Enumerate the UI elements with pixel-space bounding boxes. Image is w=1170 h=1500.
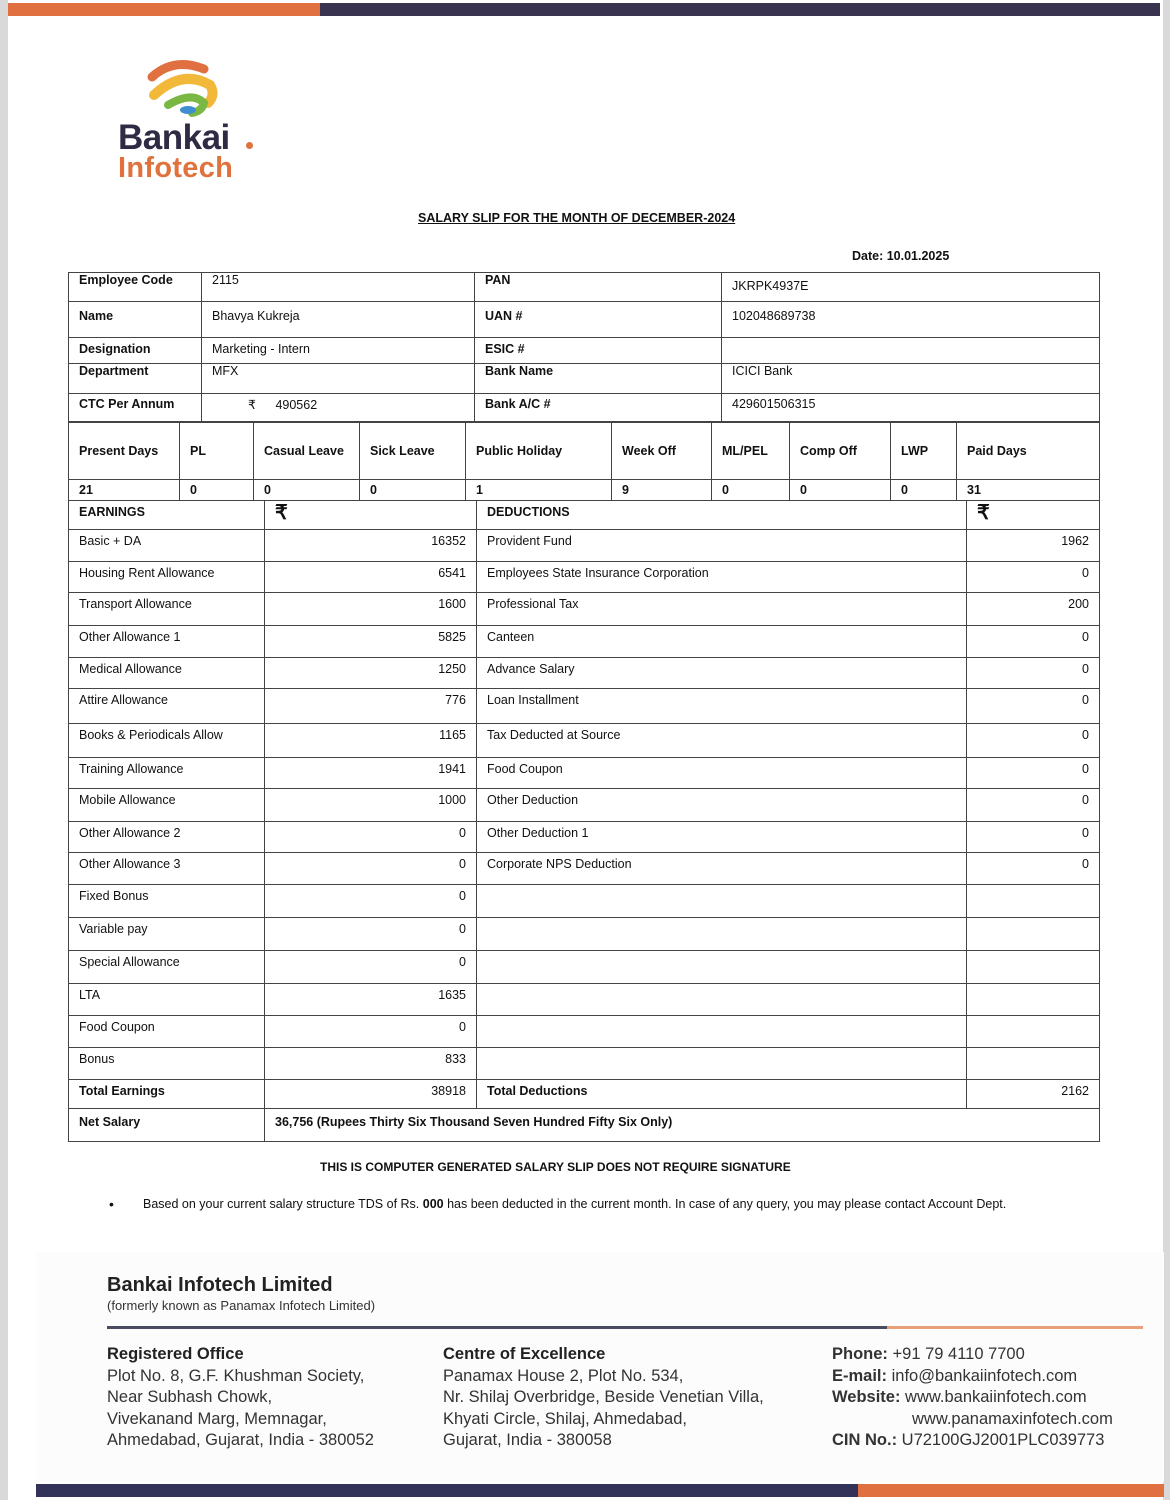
total-deductions-label: Total Deductions (477, 1080, 967, 1109)
phone-value: +91 79 4110 7700 (887, 1345, 1025, 1363)
bank-ac-label: Bank A/C # (475, 394, 722, 423)
att-value-public-holiday: 1 (466, 480, 612, 501)
signature-note: THIS IS COMPUTER GENERATED SALARY SLIP DOES NOT REQUIRE SIGNATURE (320, 1160, 791, 1174)
email-label: E-mail: (832, 1366, 888, 1385)
earning-name: Basic + DA (69, 530, 265, 562)
earning-name: Special Allowance (69, 951, 265, 984)
footer-company-name: Bankai Infotech Limited (107, 1274, 333, 1296)
email-link[interactable]: info@bankaiinfotech.com (887, 1366, 1078, 1385)
name-value: Bhavya Kukreja (202, 302, 475, 338)
earning-name: Medical Allowance (69, 658, 265, 689)
bullet-icon: • (109, 1196, 114, 1212)
att-header-ml-pel: ML/PEL (712, 422, 790, 480)
footer-divider-navy (107, 1326, 887, 1329)
centre-of-excellence (443, 1344, 764, 1452)
coe-line: Panamax House 2, Plot No. 534, (443, 1366, 684, 1385)
att-header-pl: PL (180, 422, 254, 480)
brand-name-bankai: Bankai (118, 118, 230, 157)
att-value-casual-leave: 0 (254, 480, 360, 501)
earnings-header: EARNINGS (69, 501, 265, 530)
tds-note-text-end: has been deducted in the current month. In case of any query, you may please contact Account Dept. (443, 1197, 1007, 1211)
bottom-accent-bar-orange (858, 1484, 1164, 1497)
earning-amount: 0 (265, 951, 477, 984)
ctc-label: CTC Per Annum (69, 394, 202, 423)
website-row-2 (832, 1409, 1113, 1431)
pay-row (69, 984, 1100, 1016)
earning-amount: 0 (265, 822, 477, 853)
designation-label: Designation (69, 338, 202, 364)
deduction-name (477, 984, 967, 1016)
cin-row (832, 1430, 1113, 1452)
department-value: MFX (202, 364, 475, 394)
deduction-amount: 1962 (967, 530, 1100, 562)
pay-rows (69, 530, 1100, 1080)
deduction-name: Professional Tax (477, 593, 967, 626)
uan-value: 102048689738 (722, 302, 1100, 338)
earning-amount: 1165 (265, 724, 477, 758)
pay-row (69, 689, 1100, 724)
pay-row (69, 789, 1100, 822)
earning-amount: 1600 (265, 593, 477, 626)
deduction-amount: 0 (967, 853, 1100, 885)
att-value-week-off: 9 (612, 480, 712, 501)
top-accent-bar-orange (8, 3, 320, 16)
pay-row (69, 724, 1100, 758)
att-header-present-days: Present Days (69, 422, 180, 480)
designation-value: Marketing - Intern (202, 338, 475, 364)
coe-line: Nr. Shilaj Overbridge, Beside Venetian Villa, (443, 1388, 764, 1406)
rupee-icon: ₹ (275, 502, 288, 524)
cin-label: CIN No.: (832, 1431, 898, 1449)
deduction-name: Employees State Insurance Corporation (477, 562, 967, 593)
tds-note-text: Based on your current salary structure TDS of Rs. (143, 1197, 423, 1211)
phone-label: Phone: (832, 1345, 888, 1363)
email-row (832, 1366, 1113, 1388)
website-link-bankai[interactable]: www.bankaiinfotech.com (900, 1388, 1087, 1406)
footer-divider-orange (887, 1326, 1143, 1329)
earning-amount: 1635 (265, 984, 477, 1016)
earning-amount: 1250 (265, 658, 477, 689)
bank-name-label: Bank Name (475, 364, 722, 394)
deductions-currency-cell (967, 501, 1100, 530)
total-earnings-label: Total Earnings (69, 1080, 265, 1109)
pay-row (69, 530, 1100, 562)
footer-formerly: (formerly known as Panamax Infotech Limited) (107, 1298, 376, 1313)
earning-name: Other Allowance 3 (69, 853, 265, 885)
earning-name: LTA (69, 984, 265, 1016)
deduction-name: Canteen (477, 626, 967, 658)
deductions-header: DEDUCTIONS (477, 501, 967, 530)
att-value-sick-leave: 0 (360, 480, 466, 501)
deduction-name: Corporate NPS Deduction (477, 853, 967, 885)
employee-code-value: 2115 (202, 273, 475, 302)
deduction-amount: 0 (967, 724, 1100, 758)
earning-amount: 6541 (265, 562, 477, 593)
pay-row (69, 951, 1100, 984)
deduction-name (477, 885, 967, 918)
top-accent-bar-navy (320, 3, 1160, 16)
deduction-name: Other Deduction (477, 789, 967, 822)
uan-label: UAN # (475, 302, 722, 338)
earning-name: Transport Allowance (69, 593, 265, 626)
att-value-present-days: 21 (69, 480, 180, 501)
deduction-name: Tax Deducted at Source (477, 724, 967, 758)
deduction-name: Other Deduction 1 (477, 822, 967, 853)
earning-name: Bonus (69, 1048, 265, 1080)
earning-amount: 5825 (265, 626, 477, 658)
registered-office-line: Ahmedabad, Gujarat, India - 380052 (107, 1431, 374, 1449)
earning-name: Fixed Bonus (69, 885, 265, 918)
deduction-name: Loan Installment (477, 689, 967, 724)
deduction-amount (967, 984, 1100, 1016)
att-header-public-holiday: Public Holiday (466, 422, 612, 480)
earning-name: Books & Periodicals Allow (69, 724, 265, 758)
earning-name: Food Coupon (69, 1016, 265, 1048)
tds-amount: 000 (422, 1197, 444, 1211)
deduction-name (477, 1048, 967, 1080)
pay-row (69, 562, 1100, 593)
pay-row (69, 1048, 1100, 1080)
earning-amount: 0 (265, 885, 477, 918)
earning-amount: 16352 (265, 530, 477, 562)
att-header-casual-leave: Casual Leave (254, 422, 360, 480)
pan-value: JKRPK4937E (722, 273, 1100, 302)
esic-label: ESIC # (475, 338, 722, 364)
deduction-amount: 0 (967, 789, 1100, 822)
earning-name: Mobile Allowance (69, 789, 265, 822)
slip-date: Date: 10.01.2025 (852, 249, 950, 263)
deduction-amount: 0 (967, 822, 1100, 853)
earning-amount: 1941 (265, 758, 477, 789)
pay-row (69, 593, 1100, 626)
deduction-name: Advance Salary (477, 658, 967, 689)
pay-row (69, 758, 1100, 789)
pay-row (69, 658, 1100, 689)
registered-office-line: Vivekanand Marg, Memnagar, (107, 1409, 327, 1428)
pay-row (69, 822, 1100, 853)
rupee-icon: ₹ (977, 502, 990, 524)
deduction-amount (967, 1048, 1100, 1080)
deduction-amount: 0 (967, 626, 1100, 658)
tds-note (143, 1197, 1006, 1211)
earning-name: Attire Allowance (69, 689, 265, 724)
att-header-sick-leave: Sick Leave (360, 422, 466, 480)
deduction-name (477, 918, 967, 951)
earning-amount: 1000 (265, 789, 477, 822)
website-label: Website: (832, 1388, 901, 1406)
net-salary-label: Net Salary (69, 1109, 265, 1142)
coe-line: Gujarat, India - 380058 (443, 1431, 612, 1449)
deduction-name: Food Coupon (477, 758, 967, 789)
registered-mark-icon (246, 142, 253, 149)
pay-row (69, 885, 1100, 918)
registered-office-line: Near Subhash Chowk, (107, 1388, 273, 1406)
registered-office (107, 1344, 374, 1452)
deduction-amount: 0 (967, 562, 1100, 593)
deduction-name: Provident Fund (477, 530, 967, 562)
earning-name: Other Allowance 1 (69, 626, 265, 658)
rupee-icon: ₹ (248, 398, 256, 412)
registered-office-line: Plot No. 8, G.F. Khushman Society, (107, 1366, 365, 1385)
bottom-accent-bar-navy (36, 1484, 858, 1497)
att-header-paid-days: Paid Days (957, 422, 1100, 480)
registered-office-heading: Registered Office (107, 1345, 244, 1363)
pay-row (69, 1016, 1100, 1048)
deduction-amount (967, 918, 1100, 951)
deduction-amount: 200 (967, 593, 1100, 626)
esic-value (722, 338, 1100, 364)
bank-ac-value: 429601506315 (722, 394, 1100, 423)
website-row (832, 1387, 1113, 1409)
deduction-amount (967, 951, 1100, 984)
attendance-table (68, 421, 1100, 501)
employee-code-label: Employee Code (69, 273, 202, 302)
att-value-ml-pel: 0 (712, 480, 790, 501)
earning-amount: 833 (265, 1048, 477, 1080)
att-value-comp-off: 0 (790, 480, 891, 501)
earning-amount: 0 (265, 1016, 477, 1048)
coe-line: Khyati Circle, Shilaj, Ahmedabad, (443, 1409, 687, 1428)
cin-value: U72100GJ2001PLC039773 (897, 1431, 1105, 1449)
att-value-paid-days: 31 (957, 480, 1100, 501)
deduction-name (477, 951, 967, 984)
employee-info-table (68, 272, 1100, 423)
phone-row (832, 1344, 1113, 1366)
total-earnings-value: 38918 (265, 1080, 477, 1109)
att-header-lwp: LWP (891, 422, 957, 480)
deduction-amount (967, 1016, 1100, 1048)
total-deductions-value: 2162 (967, 1080, 1100, 1109)
name-label: Name (69, 302, 202, 338)
earning-name: Other Allowance 2 (69, 822, 265, 853)
pan-label: PAN (475, 273, 722, 302)
contact-info (832, 1344, 1113, 1452)
slip-title: SALARY SLIP FOR THE MONTH OF DECEMBER-2024 (418, 211, 736, 225)
deduction-name (477, 1016, 967, 1048)
deduction-amount: 0 (967, 658, 1100, 689)
earning-amount: 776 (265, 689, 477, 724)
deduction-amount (967, 885, 1100, 918)
website-link-panamax[interactable]: www.panamaxinfotech.com (912, 1409, 1113, 1428)
earning-amount: 0 (265, 918, 477, 951)
pay-row (69, 626, 1100, 658)
earning-name: Housing Rent Allowance (69, 562, 265, 593)
deduction-amount: 0 (967, 758, 1100, 789)
earnings-currency-cell (265, 501, 477, 530)
att-value-lwp: 0 (891, 480, 957, 501)
department-label: Department (69, 364, 202, 394)
coe-heading: Centre of Excellence (443, 1345, 606, 1363)
ctc-value: 490562 (275, 398, 318, 412)
pay-row (69, 918, 1100, 951)
earning-name: Training Allowance (69, 758, 265, 789)
net-salary-value: 36,756 (Rupees Thirty Six Thousand Seven Hundred Fifty Six Only) (265, 1109, 1100, 1142)
earning-name: Variable pay (69, 918, 265, 951)
earnings-deductions-table (68, 500, 1100, 1142)
earning-amount: 0 (265, 853, 477, 885)
ctc-value-cell (202, 394, 475, 423)
brand-name-infotech: Infotech (118, 152, 234, 184)
pay-row (69, 853, 1100, 885)
att-header-comp-off: Comp Off (790, 422, 891, 480)
att-value-pl: 0 (180, 480, 254, 501)
bank-name-value: ICICI Bank (722, 364, 1100, 394)
att-header-week-off: Week Off (612, 422, 712, 480)
deduction-amount: 0 (967, 689, 1100, 724)
